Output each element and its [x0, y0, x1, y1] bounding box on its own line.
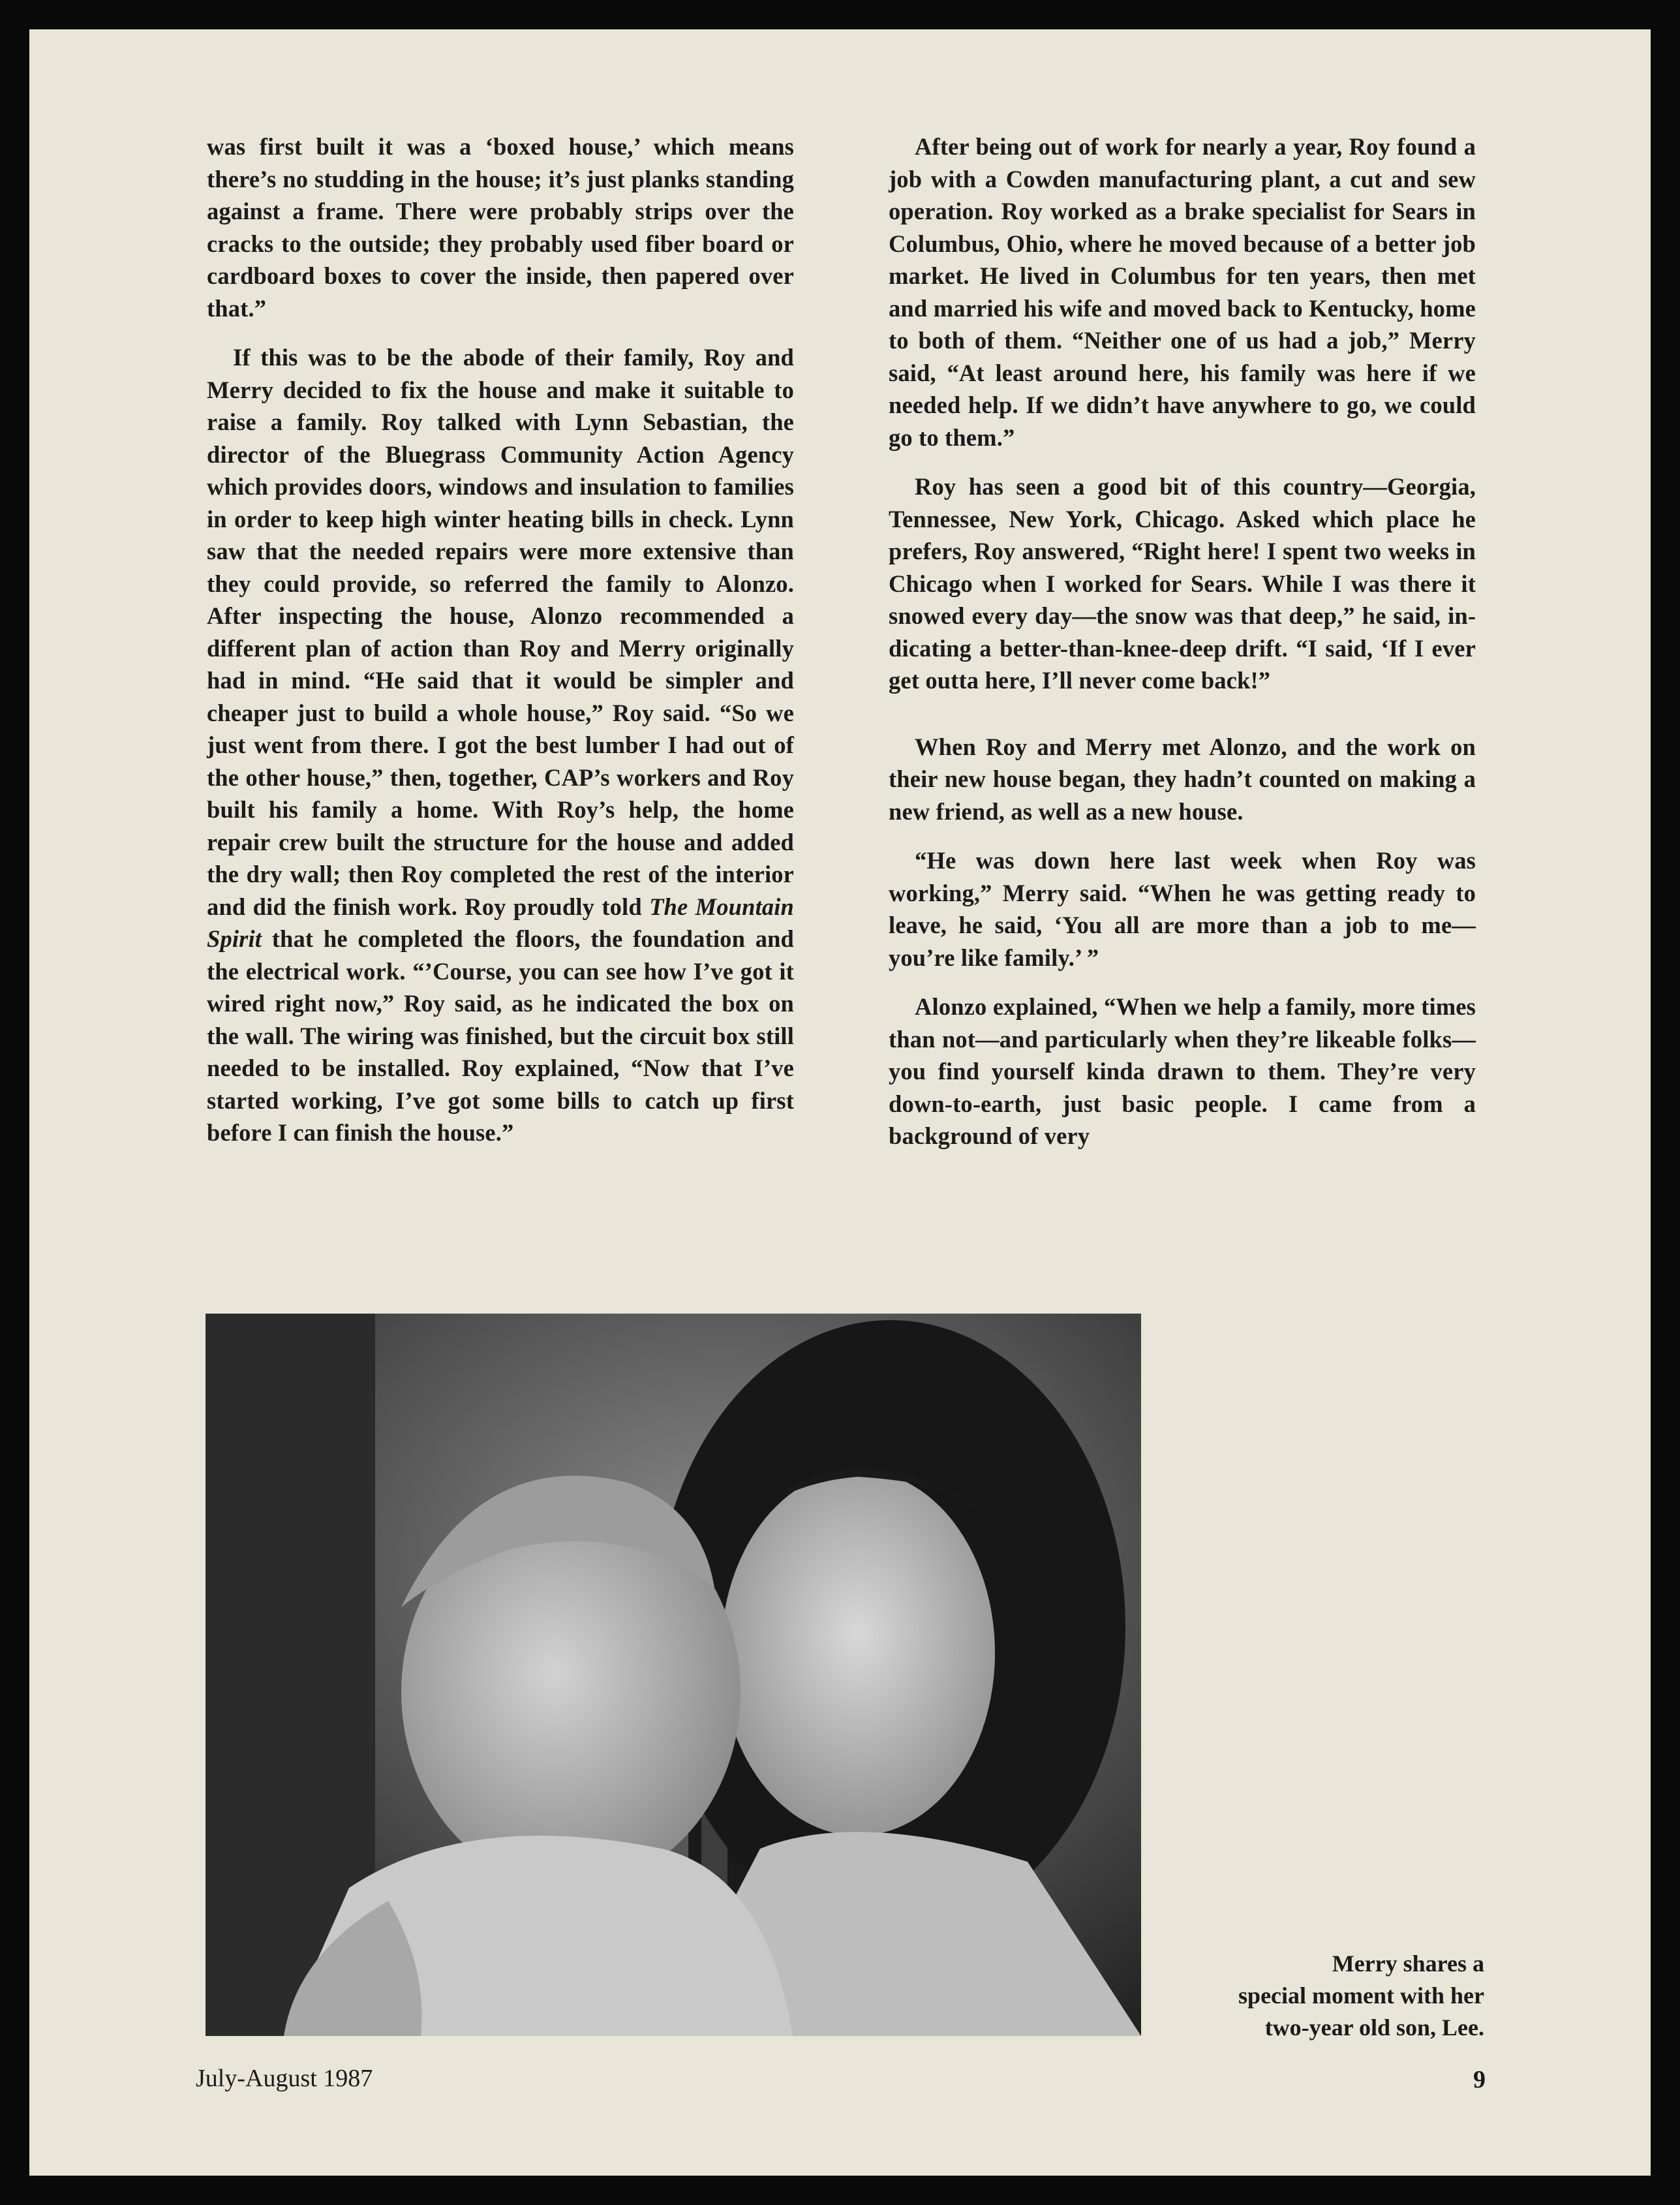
right-paragraph-1: After being out of work for nearly a year, Roy found a job with a Cowden manufacturing plant, a cut and sew operation. Roy worked as a brake specialist for Sears in Columbus, Ohio, where he moved because of a better job market. He lived in Columbus for ten years, then met and married his wife and moved back to Kentucky, home to both of them. “Neither one of us had a job,” Merry said, “At least around here, his family was here if we needed help. If we didn’t have anywhere to go, we could go to them.” [889, 133, 1476, 451]
caption-line-3: two-year old son, Lee. [1264, 2014, 1484, 2041]
left-text-column [207, 131, 794, 1166]
issue-date: July-August 1987 [196, 2065, 373, 2092]
right-paragraph-3: When Roy and Merry met Alonzo, and the work on their new house began, they hadn’t counted on making a new friend, as well as a new house. [889, 733, 1476, 825]
caption-line-1: Merry shares a [1332, 1951, 1484, 1977]
publication-title: The Mountain Spirit [207, 893, 795, 952]
right-paragraph-4: “He was down here last week when Roy was working,” Merry said. “When he was getting ready to leave, he said, ‘You all are more than a job to me—you’re like family.’ ” [889, 847, 1476, 971]
left-paragraph-2-text: If this was to be the abode of their family, Roy and Merry decided to fix the house and make it suitable to raise a family. Roy talked with Lynn Sebastian, the director of the Bluegrass Community Action Agency which provides doors, windows and insulation to families in order to keep high winter heating bills in check. Lynn saw that the needed repairs were more extensive than they could provide, so referred the family to Alonzo. After inspecting the house, Alonzo recommended a different plan of action than Roy and Merry originally had in mind. “He said that it would be simpler and cheaper just to build a whole house,” Roy said. “So we just went from there. I got the best lumber I had out of the other house,” then, together, CAP’s workers and Roy built his family a home. With Roy’s help, the home repair crew built the structure for the house and added the dry wall; then Roy completed the rest of the interior and did the finish work. Roy proudly told [207, 344, 794, 920]
right-paragraph-5: Alonzo explained, “When we help a family, more times than not—and particularly when they’re likeable folks—you find yourself kinda drawn to them. They’re very down-to-earth, just basic people. I came from a background of very [889, 993, 1476, 1149]
photo-illustration [206, 1314, 1141, 2036]
page-number: 9 [1473, 2066, 1486, 2093]
photo-mother-and-son [206, 1314, 1141, 2036]
left-paragraph-2 [207, 341, 794, 1149]
caption-line-2: special moment with her [1238, 1982, 1484, 2009]
left-paragraph-1: was first built it was a ‘boxed house,’ which means there’s no studding in the house; it’s just planks standing against a frame. There were probably strips over the cracks to the outside; they probably used fiber board or cardboard boxes to cover the inside, then papered over that.” [207, 133, 794, 322]
magazine-page [29, 29, 1651, 2176]
right-paragraph-2: Roy has seen a good bit of this country—Georgia, Tennessee, New York, Chicago. Asked which place he prefers, Roy answered, “Right here! I spent two weeks in Chicago when I worked for Sears. While I was there it snowed every day—the snow was that deep,” he said, indicating a better-than-knee-deep drift. “I said, ‘If I ever get outta here, I’ll never come back!” [889, 473, 1476, 694]
right-text-column [889, 131, 1476, 1169]
photo-caption [1125, 1948, 1484, 2044]
left-paragraph-2-continued: that he completed the floors, the foundation and the electrical work. “’Course, you can see how I’ve got it wired right now,” Roy said, as he indicated the box on the wall. The wiring was finished, but the circuit box still needed to be installed. Roy explained, “Now that I’ve started working, I’ve got some bills to catch up first before I can finish the house.” [207, 925, 794, 1146]
